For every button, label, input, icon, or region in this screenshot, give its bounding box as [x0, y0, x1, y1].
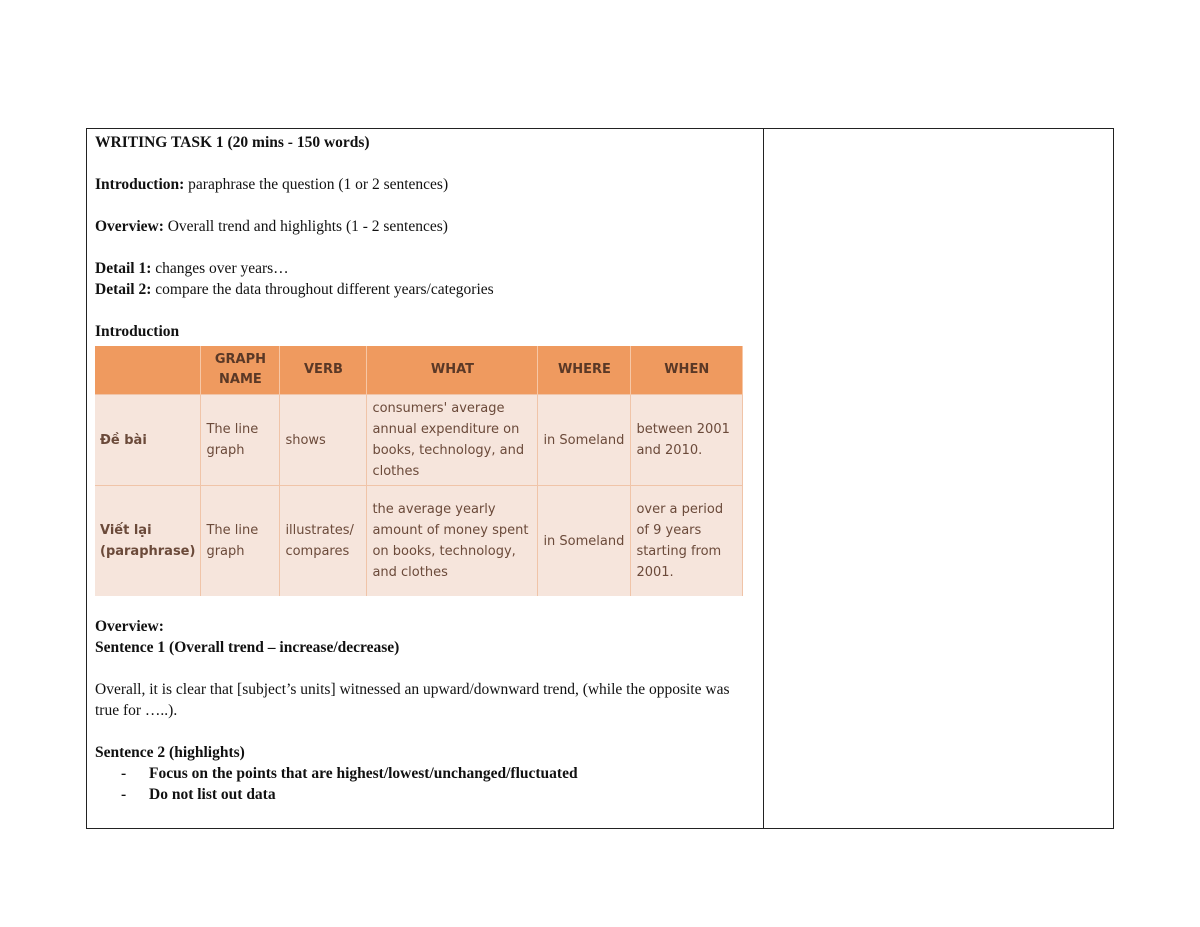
cell-when: over a period of 9 years starting from 2001. [631, 486, 743, 597]
cell-graph: The line graph [201, 486, 280, 597]
header-what: WHAT [367, 346, 538, 395]
overview-line: Overview: Overall trend and highlights (1 - 2 sentences) [95, 218, 448, 235]
introduction-heading: Introduction [95, 323, 180, 340]
document-table [86, 128, 1114, 829]
cell-when: between 2001 and 2010. [631, 395, 743, 486]
cell-what: consumers' average annual expenditure on books, technology, and clothes [367, 395, 538, 486]
overview-heading: Overview: [95, 618, 164, 635]
header-graph-name: GRAPH NAME [201, 346, 280, 395]
detail1-line: Detail 1: changes over years… [95, 260, 289, 277]
task-title: WRITING TASK 1 (20 mins - 150 words) [95, 134, 370, 151]
sentence2-heading: Sentence 2 (highlights) [95, 744, 245, 761]
cell-graph: The line graph [201, 395, 280, 486]
header-where: WHERE [538, 346, 631, 395]
cell-where: in Someland [538, 395, 631, 486]
cell-verb: shows [280, 395, 367, 486]
detail2-line: Detail 2: compare the data throughout different years/categories [95, 281, 494, 298]
sentence1-text: Overall, it is clear that [subject’s units] witnessed an upward/downward trend, (while the opposite was true for …..). [95, 681, 730, 719]
header-verb: VERB [280, 346, 367, 395]
header-blank [95, 346, 201, 395]
sentence1-heading: Sentence 1 (Overall trend – increase/decrease) [95, 639, 400, 656]
list-item: - Do not list out data [95, 784, 755, 805]
paraphrase-table [95, 346, 743, 596]
cell-where: in Someland [538, 486, 631, 597]
column-divider [763, 129, 764, 828]
row-label: Đề bài [95, 395, 201, 486]
cell-verb: illustrates/ compares [280, 486, 367, 597]
intro-line: Introduction: paraphrase the question (1 or 2 sentences) [95, 176, 449, 193]
row-label: Viết lại (paraphrase) [95, 486, 201, 597]
highlight-bullets [95, 763, 755, 805]
table-row [95, 486, 743, 597]
list-item: - Focus on the points that are highest/lowest/unchanged/fluctuated [95, 763, 755, 784]
cell-what: the average yearly amount of money spent on books, technology, and clothes [367, 486, 538, 597]
left-column [95, 132, 755, 805]
table-row [95, 395, 743, 486]
header-when: WHEN [631, 346, 743, 395]
